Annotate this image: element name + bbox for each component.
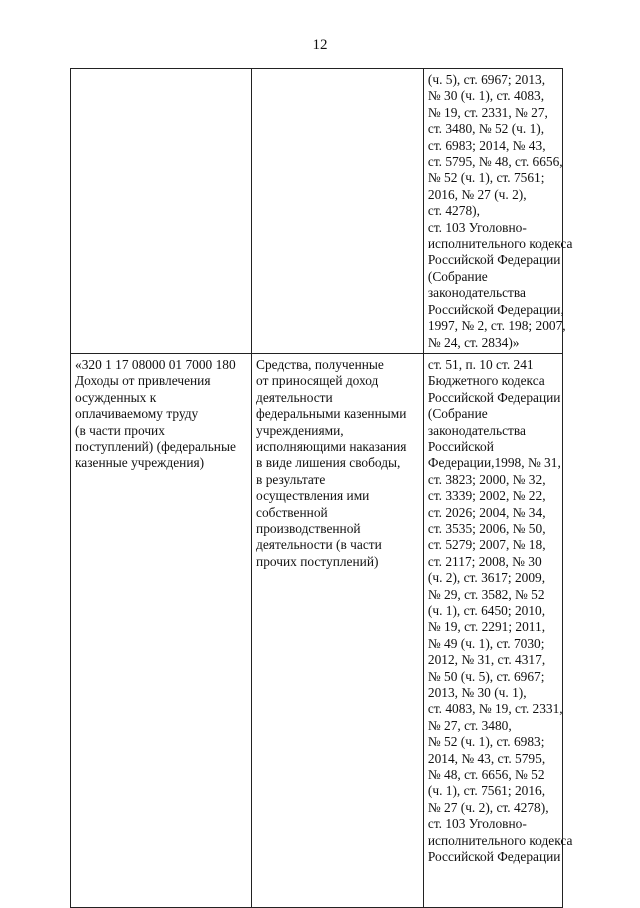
cell-text-line: № 48, ст. 6656, № 52 <box>427 767 545 783</box>
cell-text-line: законодательства <box>427 285 526 301</box>
cell-text-line: Средства, полученные <box>256 356 384 372</box>
cell-text-line: ст. 4278), <box>427 203 480 219</box>
table-cell-description <box>252 69 424 354</box>
cell-text-line: (Собрание <box>427 268 488 284</box>
cell-text-line: деятельности <box>256 389 333 405</box>
cell-text-line: № 29, ст. 3582, № 52 <box>427 586 545 602</box>
cell-text-line: 2016, № 27 (ч. 2), <box>427 186 527 202</box>
cell-text-line: законодательства <box>427 422 526 438</box>
cell-text-line: Бюджетного кодекса <box>427 373 545 389</box>
cell-text-line: 2013, № 30 (ч. 1), <box>427 685 527 701</box>
cell-text-line: производственной <box>256 520 361 536</box>
cell-text-line: Российской Федерации <box>427 252 561 268</box>
table-cell-code <box>71 69 252 354</box>
cell-text-line: (ч. 1), ст. 6450; 2010, <box>427 603 546 618</box>
document-table <box>70 68 573 908</box>
table-cell-description <box>252 353 424 907</box>
cell-text-line: Федерации,1998, № 31, <box>427 455 561 471</box>
cell-text-line: 2014, № 43, ст. 5795, <box>427 750 546 766</box>
cell-text-line: № 19, ст. 2291; 2011, <box>427 619 546 635</box>
cell-text-line: № 30 (ч. 1), ст. 4083, <box>427 88 545 104</box>
cell-text-line: федеральными казенными <box>256 406 407 422</box>
cell-text-line: ст. 5795, № 48, ст. 6656, <box>427 154 563 170</box>
cell-text-line: (ч. 5), ст. 6967; 2013, <box>427 72 546 87</box>
cell-text-line: (ч. 1), ст. 7561; 2016, <box>427 783 546 799</box>
table-cell-legal-basis <box>423 69 573 354</box>
cell-text-line: ст. 2117; 2008, № 30 <box>427 553 542 569</box>
cell-text-line: ст. 3823; 2000, № 32, <box>427 471 546 487</box>
cell-text-line: исполнительного кодекса <box>427 832 573 848</box>
cell-text-line: от приносящей доход <box>256 373 379 389</box>
table-row <box>71 353 563 907</box>
cell-text-line: № 19, ст. 2331, № 27, <box>427 104 548 120</box>
cell-text-line: осуществления ими <box>256 488 370 504</box>
cell-text-line: № 24, ст. 2834)» <box>427 334 520 350</box>
cell-text-line: ст. 3480, № 52 (ч. 1), <box>427 121 545 137</box>
cell-text-line: исполняющими наказания <box>256 438 407 454</box>
cell-text-line: ст. 103 Уголовно- <box>427 219 527 235</box>
cell-text-line: ст. 3339; 2002, № 22, <box>427 488 546 504</box>
cell-text-line: ст. 4083, № 19, ст. 2331, <box>427 701 563 717</box>
cell-text-line: Российской <box>427 438 494 454</box>
cell-text-line: исполнительного кодекса <box>427 236 573 252</box>
cell-text-line: деятельности (в части <box>256 537 382 553</box>
cell-text-line: (Собрание <box>427 406 488 422</box>
cell-text-line: Российской Федерации <box>427 849 561 865</box>
cell-text-line: «320 1 17 08000 01 7000 180 <box>75 356 236 372</box>
cell-text-line: № 50 (ч. 5), ст. 6967; <box>427 668 545 684</box>
cell-text-line: Российской Федерации, <box>427 301 564 317</box>
page-number: 12 <box>312 37 328 53</box>
cell-text-line: казенные учреждения) <box>75 455 205 471</box>
cell-text-line: ст. 6983; 2014, № 43, <box>427 137 546 153</box>
cell-text-line: Российской Федерации <box>427 389 561 405</box>
cell-text-line: оплачиваемому труду <box>75 406 199 422</box>
cell-text-line: учреждениями, <box>256 422 344 438</box>
cell-text-line: ст. 51, п. 10 ст. 241 <box>427 356 534 372</box>
cell-text-line: № 27, ст. 3480, <box>427 717 512 733</box>
cell-text-line: (в части прочих <box>75 422 165 438</box>
cell-text-line: поступлений) (федеральные <box>75 438 236 454</box>
cell-text-line: в результате <box>256 471 326 487</box>
cell-text-line: 2012, № 31, ст. 4317, <box>427 652 546 668</box>
cell-text-line: № 27 (ч. 2), ст. 4278), <box>427 799 549 815</box>
cell-text-line: 1997, № 2, ст. 198; 2007, <box>427 318 566 334</box>
cell-text-line: ст. 5279; 2007, № 18, <box>427 537 546 553</box>
cell-text-line: прочих поступлений) <box>256 553 379 569</box>
cell-text-line: ст. 2026; 2004, № 34, <box>427 504 546 520</box>
table-row <box>71 69 563 354</box>
cell-text-line: ст. 103 Уголовно- <box>427 816 527 832</box>
cell-text-line: (ч. 2), ст. 3617; 2009, <box>427 570 546 586</box>
cell-text-line: в виде лишения свободы, <box>256 455 401 471</box>
cell-text-line: № 49 (ч. 1), ст. 7030; <box>427 635 545 651</box>
cell-text-line: № 52 (ч. 1), ст. 7561; <box>427 170 545 186</box>
table-cell-code <box>71 353 252 907</box>
cell-text-line: собственной <box>256 504 328 520</box>
table-cell-legal-basis <box>423 353 573 907</box>
cell-text-line: № 52 (ч. 1), ст. 6983; <box>427 734 545 750</box>
cell-text-line: Доходы от привлечения <box>75 373 211 389</box>
cell-text-line: ст. 3535; 2006, № 50, <box>427 520 546 536</box>
cell-text-line: осужденных к <box>75 389 157 405</box>
